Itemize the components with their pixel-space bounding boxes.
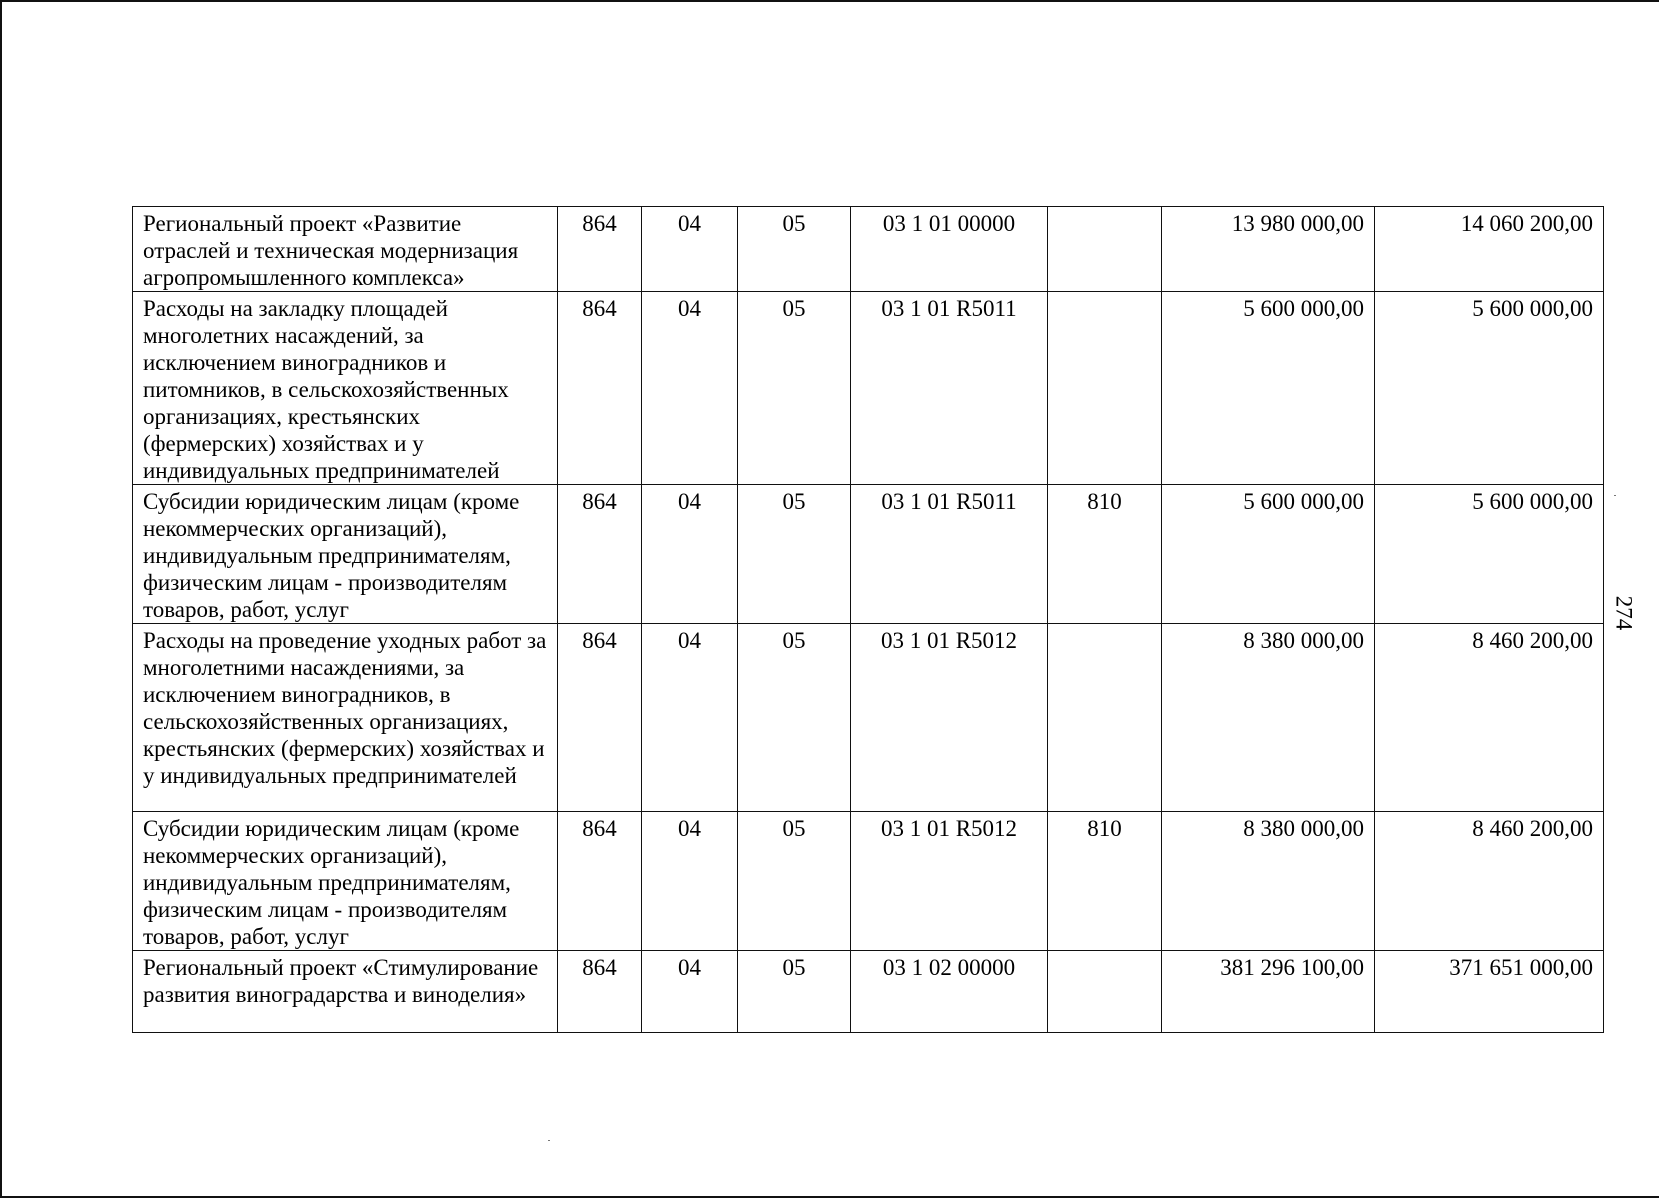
row-section: 04 xyxy=(642,292,738,485)
row-name: Субсидии юридическим лицам (кроме некоммерческих организаций), индивидуальным предпринимателям, физическим лицам - производителям товаров, работ, услуг xyxy=(133,812,558,951)
row-target: 03 1 01 R5012 xyxy=(851,624,1048,812)
row-vr: 810 xyxy=(1048,485,1162,624)
row-sum2: 8 460 200,00 xyxy=(1375,812,1604,951)
page-number: 274 xyxy=(1611,595,1637,631)
row-section: 04 xyxy=(642,812,738,951)
row-target: 03 1 01 R5012 xyxy=(851,812,1048,951)
row-name: Расходы на проведение уходных работ за многолетними насаждениями, за исключением виноградников, в сельскохозяйственных организациях, крестьянских (фермерских) хозяйствах и у индивидуальных предпринимателей xyxy=(133,624,558,812)
row-grbs: 864 xyxy=(558,292,642,485)
table-row xyxy=(133,292,1604,485)
row-subsection: 05 xyxy=(738,624,851,812)
row-name: Расходы на закладку площадей многолетних насаждений, за исключением виноградников и питомников, в сельскохозяйственных организациях, крестьянских (фермерских) хозяйствах и у индивидуальных предпринимателей xyxy=(133,292,558,485)
row-grbs: 864 xyxy=(558,485,642,624)
row-target: 03 1 01 R5011 xyxy=(851,485,1048,624)
row-name: Региональный проект «Развитие отраслей и техническая модернизация агропромышленного комплекса» xyxy=(133,207,558,292)
row-grbs: 864 xyxy=(558,951,642,1033)
row-target: 03 1 01 00000 xyxy=(851,207,1048,292)
row-grbs: 864 xyxy=(558,207,642,292)
row-subsection: 05 xyxy=(738,812,851,951)
row-subsection: 05 xyxy=(738,292,851,485)
row-vr xyxy=(1048,292,1162,485)
row-vr: 810 xyxy=(1048,812,1162,951)
row-subsection: 05 xyxy=(738,485,851,624)
table-row xyxy=(133,485,1604,624)
row-sum1: 5 600 000,00 xyxy=(1162,292,1375,485)
row-sum2: 14 060 200,00 xyxy=(1375,207,1604,292)
row-vr xyxy=(1048,207,1162,292)
scan-speck xyxy=(548,1140,550,1141)
row-vr xyxy=(1048,951,1162,1033)
row-grbs: 864 xyxy=(558,812,642,951)
row-section: 04 xyxy=(642,485,738,624)
row-sum2: 8 460 200,00 xyxy=(1375,624,1604,812)
row-vr xyxy=(1048,624,1162,812)
row-sum1: 8 380 000,00 xyxy=(1162,624,1375,812)
table-row xyxy=(133,207,1604,292)
row-sum2: 5 600 000,00 xyxy=(1375,485,1604,624)
scan-speck xyxy=(1614,495,1616,496)
budget-table xyxy=(132,206,1604,1033)
row-section: 04 xyxy=(642,624,738,812)
row-subsection: 05 xyxy=(738,951,851,1033)
row-target: 03 1 02 00000 xyxy=(851,951,1048,1033)
table-row xyxy=(133,624,1604,812)
row-sum2: 5 600 000,00 xyxy=(1375,292,1604,485)
row-sum1: 381 296 100,00 xyxy=(1162,951,1375,1033)
row-name: Субсидии юридическим лицам (кроме некоммерческих организаций), индивидуальным предпринимателям, физическим лицам - производителям товаров, работ, услуг xyxy=(133,485,558,624)
row-sum1: 13 980 000,00 xyxy=(1162,207,1375,292)
row-section: 04 xyxy=(642,951,738,1033)
row-grbs: 864 xyxy=(558,624,642,812)
row-sum1: 8 380 000,00 xyxy=(1162,812,1375,951)
table-row xyxy=(133,812,1604,951)
row-name: Региональный проект «Стимулирование развития виноградарства и виноделия» xyxy=(133,951,558,1033)
row-section: 04 xyxy=(642,207,738,292)
table-row xyxy=(133,951,1604,1033)
row-target: 03 1 01 R5011 xyxy=(851,292,1048,485)
row-sum1: 5 600 000,00 xyxy=(1162,485,1375,624)
row-sum2: 371 651 000,00 xyxy=(1375,951,1604,1033)
row-subsection: 05 xyxy=(738,207,851,292)
